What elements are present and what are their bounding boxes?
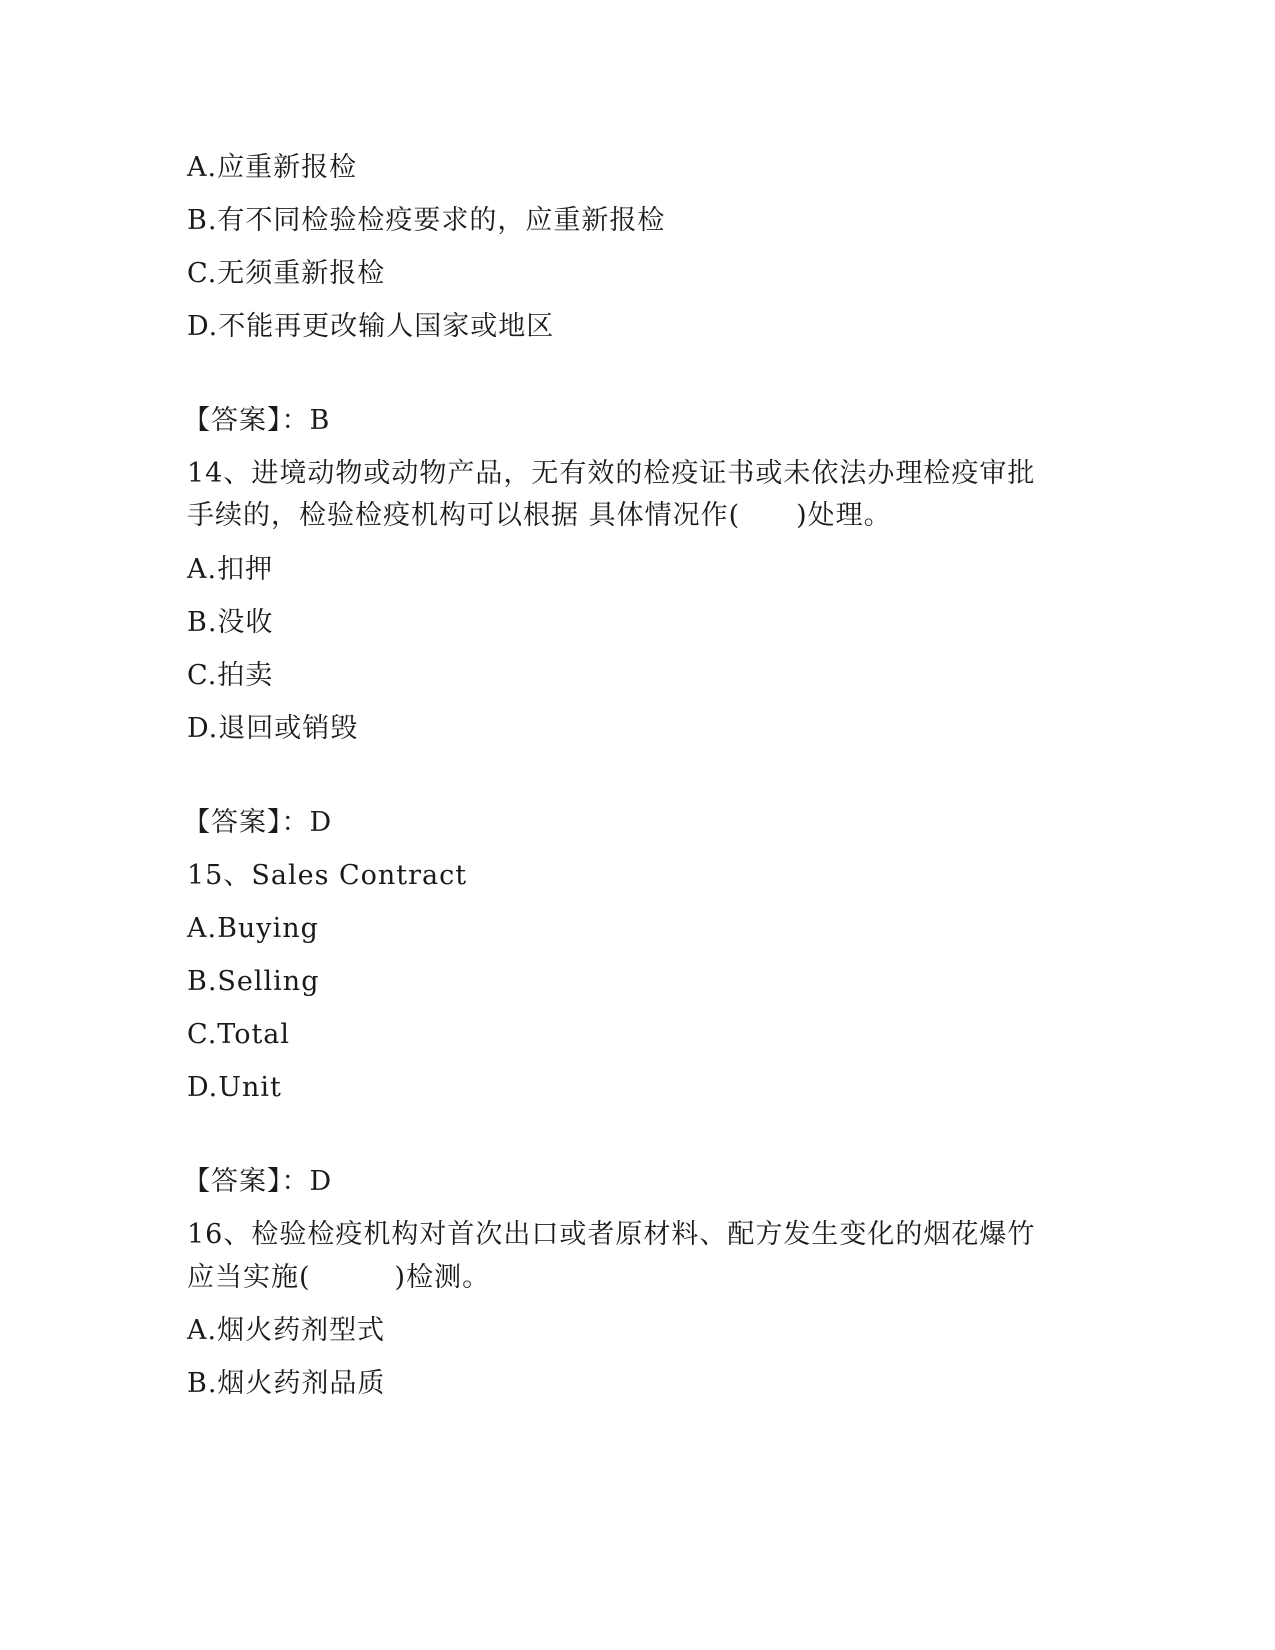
q15-option-a: A.Buying	[187, 913, 319, 944]
q15-answer: 【答案】：D	[183, 1166, 333, 1197]
q13-option-d: D.不能再更改输人国家或地区	[187, 311, 555, 342]
q15-option-c: C.Total	[187, 1019, 291, 1050]
q16-option-a: A.烟火药剂型式	[187, 1315, 386, 1346]
q13-answer: 【答案】：B	[183, 405, 331, 436]
q13-option-c: C.无须重新报检	[187, 258, 386, 289]
q14-option-b: B.没收	[187, 607, 274, 638]
q13-option-a: A.应重新报检	[187, 152, 358, 183]
q15-stem: 15、Sales Contract	[187, 860, 468, 891]
q16-option-b: B.烟火药剂品质	[187, 1368, 386, 1399]
q15-option-b: B.Selling	[187, 966, 320, 997]
q14-option-a: A.扣押	[187, 554, 274, 585]
q14-stem-line1: 14、进境动物或动物产品，无有效的检疫证书或未依法办理检疫审批	[187, 458, 1036, 489]
q14-option-d: D.退回或销毁	[187, 713, 359, 744]
q14-option-c: C.拍卖	[187, 660, 274, 691]
q16-stem-line2: 应当实施( )检测。	[187, 1262, 491, 1293]
q14-stem-line2: 手续的，检验检疫机构可以根据 具体情况作( )处理。	[187, 500, 892, 531]
q14-answer: 【答案】：D	[183, 807, 333, 838]
q13-option-b: B.有不同检验检疫要求的，应重新报检	[187, 205, 666, 236]
q15-option-d: D.Unit	[187, 1072, 282, 1103]
q16-stem-line1: 16、检验检疫机构对首次出口或者原材料、配方发生变化的烟花爆竹	[187, 1219, 1036, 1250]
